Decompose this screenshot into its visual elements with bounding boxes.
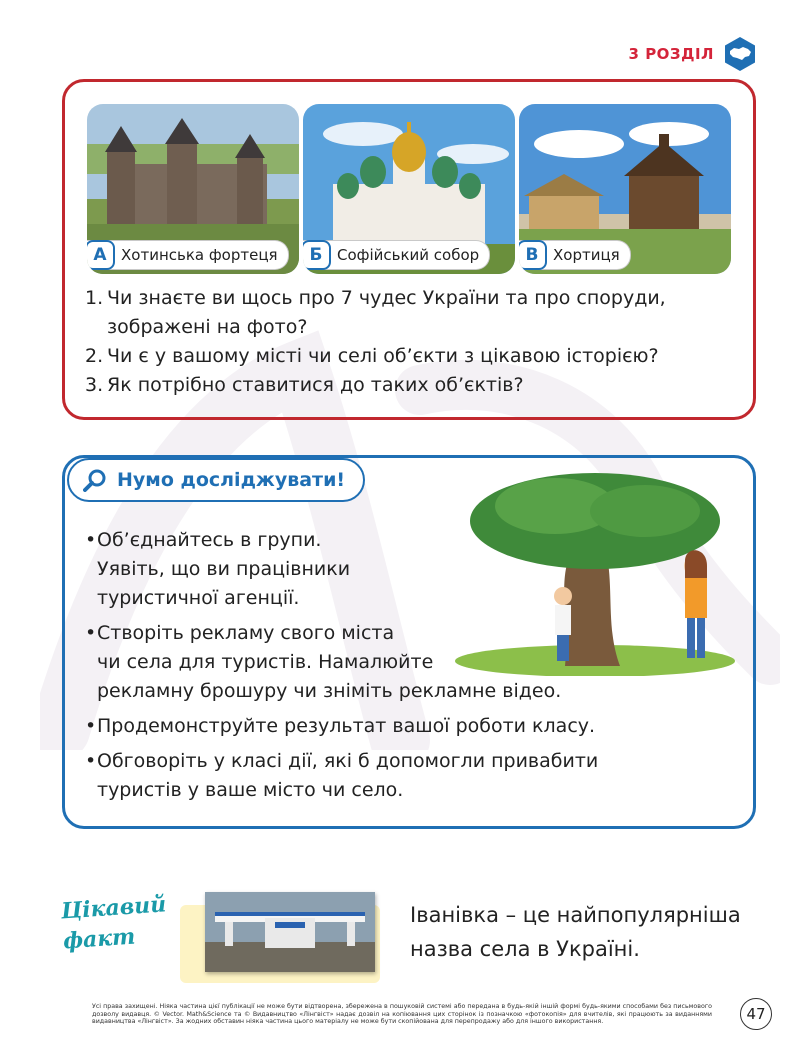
photo-sophia-cathedral [303, 104, 515, 274]
fact-text-line: Іванівка – це найпопулярніша [410, 903, 741, 927]
task-text: Уявіть, що ви працівники [97, 558, 351, 580]
question-text: Чи є у вашому місті чи селі об’єкти з цікавою історією? [107, 345, 659, 367]
fact-title-line: факт [62, 923, 137, 955]
photo-letter: В [519, 240, 547, 270]
question-number: 1. [85, 287, 104, 309]
question-text: Чи знаєте ви щось про 7 чудес України та про споруди, [107, 287, 666, 309]
question-item [85, 284, 745, 342]
task-text: Обговоріть у класі дії, які б допомогли привабити [97, 750, 599, 772]
fact-title [60, 888, 194, 957]
research-title: Нумо досліджувати! [117, 469, 346, 491]
fact-text [410, 898, 770, 966]
page-number: 47 [740, 998, 772, 1030]
research-box [62, 455, 756, 829]
task-text: туристів у ваше місто чи село. [97, 779, 404, 801]
copyright-notice: Усі права захищені. Ніяка частина цієї публікації не може бути відтворена, збережена в пошуковій системі або передана в будь-якій іншій формі будь-якими способами без письмового дозволу видавця. © Vector. Math&Science та © Видавництво «Лінгвіст» надає дозвіл на копіювання цих сторінок із позначкою «фотокопія» для вчителів, які працюють за виданнями видавництва «Лінгвіст». За жодних обставин ніяка частина цього матеріалу не може бути скопійована для перепродажу або для іншого використання. [92, 1003, 712, 1026]
question-number: 2. [85, 345, 104, 367]
research-title-tab [67, 458, 365, 502]
ukraine-map-icon [722, 36, 758, 72]
task-item: • Об’єднайтесь в групи. Уявіть, що ви працівники туристичної агенції. [85, 526, 735, 613]
research-task-list [85, 526, 735, 811]
task-text: Створіть рекламу свого міста [97, 622, 395, 644]
task-text: чи села для туристів. Намалюйте [97, 651, 434, 673]
photo-letter: Б [303, 240, 331, 270]
magnifier-icon [83, 468, 107, 492]
task-text: рекламну брошуру чи зніміть рекламне відео. [97, 680, 562, 702]
section-label: 3 РОЗДІЛ [628, 45, 714, 63]
photo-caption-text: Хортиця [553, 246, 620, 264]
fact-title-line: Цікавий [60, 891, 167, 925]
photo-khotyn-fortress [87, 104, 299, 274]
question-text: Як потрібно ставитися до таких об’єктів? [107, 374, 524, 396]
task-item: • Продемонструйте результат вашої роботи класу. [85, 712, 735, 741]
task-text: Продемонструйте результат вашої роботи класу. [97, 715, 596, 737]
question-number: 3. [85, 374, 104, 396]
fact-photo [205, 892, 375, 972]
task-text: Об’єднайтесь в групи. [97, 529, 322, 551]
question-item [85, 342, 745, 371]
question-list [85, 284, 745, 400]
photo-khortytsia [519, 104, 731, 274]
fact-text-line: назва села в Україні. [410, 937, 640, 961]
question-item [85, 371, 745, 400]
photo-caption [519, 240, 631, 270]
task-item: • Створіть рекламу свого міста чи села для туристів. Намалюйте рекламну брошуру чи зніміть рекламне відео. [85, 619, 735, 706]
photo-caption-text: Хотинська фортеця [121, 246, 278, 264]
photo-letter: А [87, 240, 115, 270]
photo-caption [87, 240, 289, 270]
task-item: • Обговоріть у класі дії, які б допомогли привабити туристів у ваше місто чи село. [85, 747, 735, 805]
section-header [629, 36, 758, 72]
questions-box [62, 79, 756, 420]
question-text: зображені на фото? [107, 316, 308, 338]
task-text: туристичної агенції. [97, 587, 300, 609]
photo-caption-text: Софійський собор [337, 246, 480, 264]
photo-caption [303, 240, 490, 270]
